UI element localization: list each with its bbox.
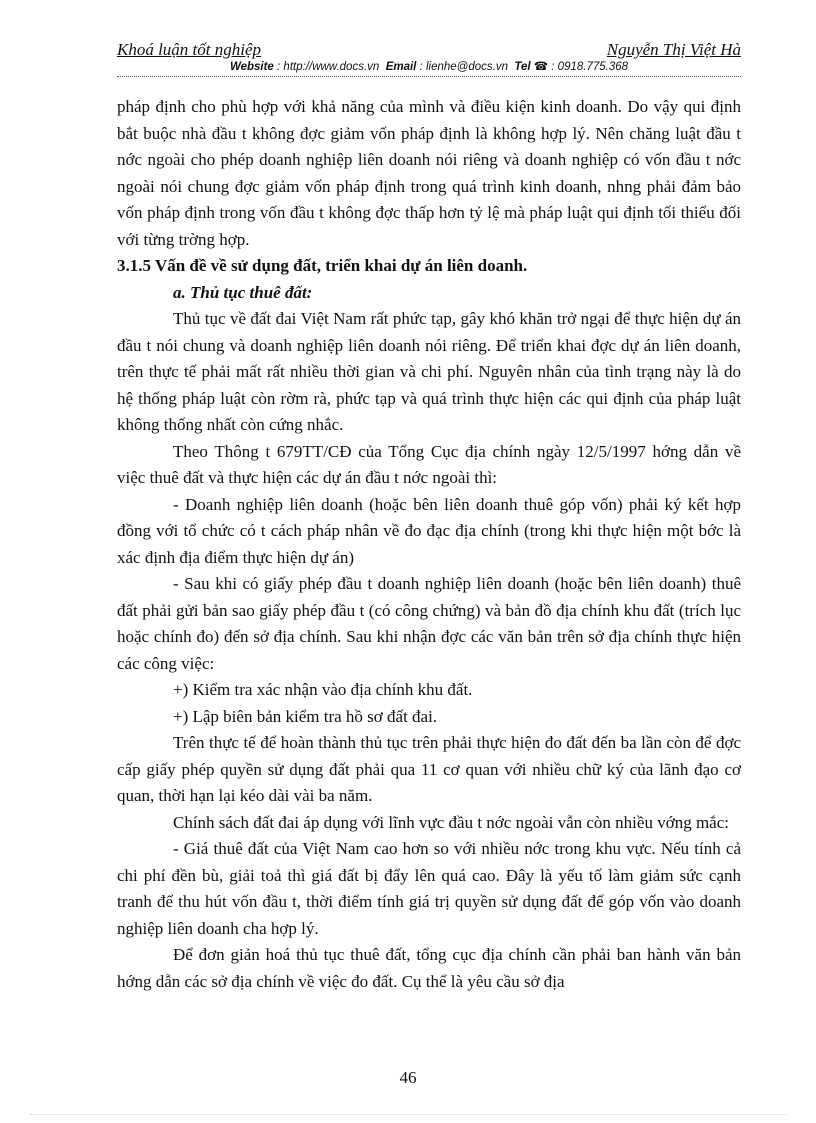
paragraph-1: pháp định cho phù hợp với khả năng của mình và điều kiện kinh doanh. Do vậy qui định bắt buộc nhà đầu t không đợc giảm vốn pháp định là không hợp lý. Nên chăng luật đầu t nớc ngoài cho phép doanh nghiệp liên doanh nói riêng và doanh nghiệp có vốn đầu t nớc ngoài nói chung đợc giảm vốn pháp định trong quá trình kinh doanh, nhng phải đảm bảo vốn pháp định trong vốn đầu t không đợc thấp hơn tỷ lệ mà pháp luật qui định tối thiểu đối với từng trờng hợp. [117, 97, 741, 249]
footer-divider [30, 1114, 786, 1115]
author-name: Nguyễn Thị Việt Hà [606, 40, 741, 59]
header-title-row [117, 40, 741, 60]
header-contact-line [117, 60, 741, 74]
page-header [117, 40, 741, 77]
website-label: Website [229, 61, 274, 73]
paragraph-6: Trên thực tế để hoàn thành thủ tục trên phải thực hiện đo đất đến ba lần còn để đợc cấp giấy phép quyền sử dụng đất phải qua 11 cơ quan với nhiều chữ ký của lãnh đạo cơ quan, thời hạn lại kéo dài vài ba năm. [117, 733, 741, 805]
header-divider [117, 76, 741, 77]
section-heading: 3.1.5 Vấn đề về sử dụng đất, triển khai dự án liên doanh. [117, 256, 528, 275]
paragraph-3: Theo Thông t 679TT/CĐ của Tổng Cục địa chính ngày 12/5/1997 hớng dẫn về việc thuê đất và thực hiện các dự án đầu t nớc ngoài thì: [117, 441, 741, 487]
email-link[interactable]: : lienhe@docs.vn [419, 61, 508, 73]
paragraph-5: - Sau khi có giấy phép đầu t doanh nghiệp liên doanh (hoặc bên liên doanh) thuê đất phải gửi bản sao giấy phép đầu t (có công chứng) và bản đồ địa chính khu đất (trích lục hoặc chính đo) đến sở địa chính. Sau khi nhận đợc các văn bản trên sở địa chính thực hiện các công việc: [117, 574, 741, 673]
paragraph-4: - Doanh nghiệp liên doanh (hoặc bên liên doanh thuê góp vốn) phải ký kết hợp đồng với tổ chức có t cách pháp nhân về đo đạc địa chính (trong khi thực hiện một bớc là xác định địa điểm thực hiện dự án) [117, 494, 741, 567]
paragraph-8: - Giá thuê đất của Việt Nam cao hơn so với nhiều nớc trong khu vực. Nếu tính cả chi phí đền bù, giải toả thì giá đất bị đẩy lên quá cao. Đây là yếu tố làm giảm sức cạnh tranh để thu hút vốn đầu t, thời điểm tính giá trị quyền sử dụng đất để góp vốn vào doanh nghiệp liên doanh cha hợp lý. [117, 839, 741, 938]
paragraph-9: Để đơn giản hoá thủ tục thuê đất, tổng cục địa chính cần phải ban hành văn bản hớng dẫn các sở địa chính về việc đo đất. Cụ thể là yêu cầu sở địa [117, 945, 741, 991]
paragraph-7: Chính sách đất đai áp dụng với lĩnh vực đầu t nớc ngoài vẫn còn nhiều vớng mắc: [173, 812, 729, 832]
website-link[interactable]: : http://www.docs.vn [277, 61, 380, 73]
list-item-1: +) Kiểm tra xác nhận vào địa chính khu đất. [173, 680, 473, 699]
page-number: 46 [399, 1068, 417, 1087]
subsection-heading: a. Thủ tục thuê đất: [173, 282, 313, 302]
paragraph-2: Thủ tục về đất đai Việt Nam rất phức tạp, gây khó khăn trở ngại để thực hiện dự án đầu t nói chung và doanh nghiệp liên doanh nói riêng. Để triển khai đợc dự án liên doanh, trên thực tế phải mất rất nhiều thời gian và chi phí. Nguyên nhân của tình trạng này là do hệ thống pháp luật còn rờm rà, phức tạp và quá trình thực hiện các qui định của pháp luật không thống nhất còn cứng nhắc. [117, 309, 741, 434]
list-item-2: +) Lập biên bản kiểm tra hồ sơ đất đai. [173, 706, 438, 726]
document-body [117, 94, 741, 995]
thesis-title: Khoá luận tốt nghiệp [117, 40, 262, 59]
phone-icon: ☎ [533, 61, 549, 73]
tel-value: : 0918.775.368 [551, 61, 629, 73]
tel-label: Tel [514, 61, 531, 73]
email-label: Email [385, 61, 417, 73]
